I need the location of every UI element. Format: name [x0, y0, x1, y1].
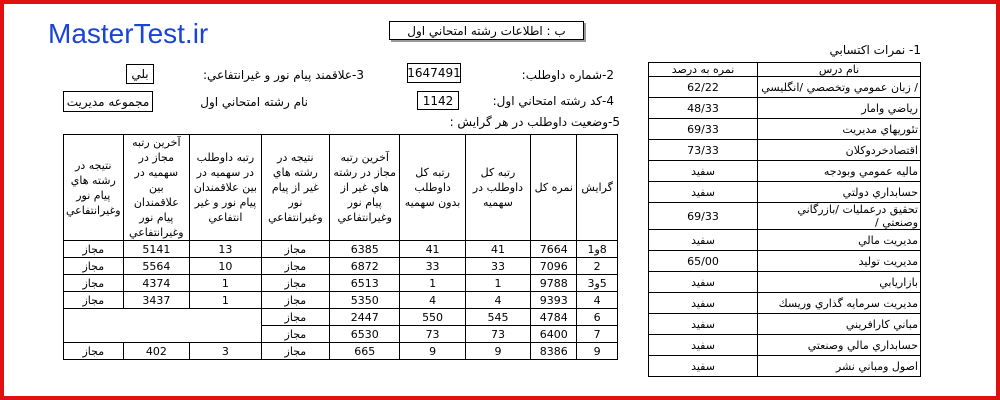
cell-rank-quota: 1 — [465, 275, 530, 292]
cell-rank-pnu: 3 — [190, 343, 262, 360]
cell-rank-pnu: 10 — [190, 258, 262, 275]
course-score: 65/00 — [649, 251, 758, 272]
cell-result-other: مجاز — [261, 343, 329, 360]
exam-name-label: نام رشته امتحاني اول — [200, 95, 308, 109]
grades-row — [649, 203, 921, 230]
grades-row — [649, 335, 921, 356]
cell-result-pnu: مجاز — [64, 343, 124, 360]
course-name: مديريت سرمايه گذاري وريسك — [758, 293, 921, 314]
course-score: سفيد — [649, 335, 758, 356]
cell-result-pnu: مجاز — [64, 292, 124, 309]
cell-rank-quota: 4 — [465, 292, 530, 309]
grades-header-row — [649, 63, 921, 77]
cell-last-rank-pnu: 5564 — [123, 258, 190, 275]
cell-rank-quota: 9 — [465, 343, 530, 360]
course-score: سفيد — [649, 356, 758, 377]
cell-rank-no-quota: 33 — [400, 258, 465, 275]
course-name: اقتصادخردوكلان — [758, 140, 921, 161]
cell-rank-no-quota: 4 — [400, 292, 465, 309]
grades-row — [649, 272, 921, 293]
course-score: 69/33 — [649, 203, 758, 230]
cell-track: 6 — [577, 309, 618, 326]
empty-merged-cell — [64, 309, 262, 343]
cell-total-score: 9788 — [531, 275, 577, 292]
cell-rank-no-quota: 73 — [400, 326, 465, 343]
cell-result-other: مجاز — [261, 292, 329, 309]
cell-result-other: مجاز — [261, 309, 329, 326]
grades-row — [649, 182, 921, 203]
status-header-rank-pnu: رتبه داوطلب در سهميه در بين علاقمندان پيام نور و غير انتفاعي — [190, 135, 262, 241]
cell-total-score: 4784 — [531, 309, 577, 326]
grades-row — [649, 119, 921, 140]
cell-total-score: 7664 — [531, 241, 577, 258]
status-header-row — [64, 135, 618, 241]
status-header-track: گرايش — [577, 135, 618, 241]
course-score: 62/22 — [649, 77, 758, 98]
cell-rank-quota: 33 — [465, 258, 530, 275]
cell-result-other: مجاز — [261, 241, 329, 258]
candidate-number-label: 2-شماره داوطلب: — [521, 68, 614, 82]
course-score: سفيد — [649, 272, 758, 293]
status-header-last-rank-other: آخرين رتبه مجاز در رشته هاي غير از پيام نور وغيرانتفاعي — [330, 135, 400, 241]
course-name: تئوريهاي مديريت — [758, 119, 921, 140]
exam-name-value: مجموعه مديريت — [63, 91, 153, 112]
course-score: 69/33 — [649, 119, 758, 140]
cell-result-pnu: مجاز — [64, 258, 124, 275]
cell-last-rank-pnu: 4374 — [123, 275, 190, 292]
cell-total-score: 8386 — [531, 343, 577, 360]
cell-track: 2 — [577, 258, 618, 275]
cell-result-other: مجاز — [261, 275, 329, 292]
course-name: مديريت توليد — [758, 251, 921, 272]
status-header-result-other: نتيجه در رشته هاي غير از پيام نور وغيرانتفاعي — [261, 135, 329, 241]
exam-code-label: 4-كد رشته امتحاني اول: — [492, 94, 614, 108]
cell-total-score: 7096 — [531, 258, 577, 275]
cell-rank-quota: 41 — [465, 241, 530, 258]
grades-row — [649, 161, 921, 182]
cell-track: 8و1 — [577, 241, 618, 258]
course-name: رياضي وامار — [758, 98, 921, 119]
status-header-result-pnu: نتيجه در رشته هاي پيام نور وغيرانتفاعي — [64, 135, 124, 241]
grades-row — [649, 293, 921, 314]
status-header-total-score: نمره كل — [531, 135, 577, 241]
section5-title: 5-وضعيت داوطلب در هر گرايش : — [449, 115, 620, 129]
status-row — [64, 343, 618, 360]
grades-row — [649, 140, 921, 161]
interest-label: 3-علاقمند پيام نور و غيرانتفاعي: — [202, 68, 364, 82]
grades-header-score: نمره به درصد — [649, 63, 758, 77]
section1-title: 1- نمرات اكتسابي — [829, 43, 921, 57]
grades-row — [649, 230, 921, 251]
site-brand: MasterTest.ir — [48, 18, 209, 49]
cell-rank-pnu: 1 — [190, 275, 262, 292]
cell-last-rank-other: 6872 — [330, 258, 400, 275]
grades-row — [649, 314, 921, 335]
cell-rank-quota: 545 — [465, 309, 530, 326]
cell-last-rank-other: 2447 — [330, 309, 400, 326]
course-name: مديريت مالي — [758, 230, 921, 251]
course-name: ماليه عمومي وبودجه — [758, 161, 921, 182]
grades-header-course: نام درس — [758, 63, 921, 77]
course-name: تحقيق درعمليات /بازرگاني وصنعتي / — [758, 203, 921, 230]
grades-row — [649, 98, 921, 119]
interest-value: بلي — [126, 64, 154, 84]
cell-last-rank-other: 6385 — [330, 241, 400, 258]
cell-result-pnu: مجاز — [64, 241, 124, 258]
cell-rank-pnu: 13 — [190, 241, 262, 258]
cell-rank-no-quota: 1 — [400, 275, 465, 292]
grades-row — [649, 251, 921, 272]
course-name: اصول ومباني نشر — [758, 356, 921, 377]
status-row — [64, 275, 618, 292]
cell-track: 4 — [577, 292, 618, 309]
candidate-number-value: 1647491 — [407, 63, 461, 83]
cell-last-rank-other: 6513 — [330, 275, 400, 292]
cell-rank-quota: 73 — [465, 326, 530, 343]
course-name: / زبان عمومي وتخصصي /انگليسي — [758, 77, 921, 98]
grades-row — [649, 77, 921, 98]
course-score: سفيد — [649, 230, 758, 251]
grades-table — [648, 62, 921, 377]
cell-last-rank-other: 5350 — [330, 292, 400, 309]
cell-last-rank-other: 665 — [330, 343, 400, 360]
course-score: 48/33 — [649, 98, 758, 119]
course-score: سفيد — [649, 293, 758, 314]
status-row — [64, 292, 618, 309]
cell-result-pnu: مجاز — [64, 275, 124, 292]
cell-result-other: مجاز — [261, 326, 329, 343]
course-score: سفيد — [649, 314, 758, 335]
page-title: ب : اطلاعات رشته امتحاني اول — [389, 21, 584, 40]
cell-track: 9 — [577, 343, 618, 360]
course-name: حسابداري مالي وصنعتي — [758, 335, 921, 356]
course-score: سفيد — [649, 182, 758, 203]
cell-rank-no-quota: 41 — [400, 241, 465, 258]
cell-rank-pnu: 1 — [190, 292, 262, 309]
cell-result-other: مجاز — [261, 258, 329, 275]
course-score: 73/33 — [649, 140, 758, 161]
cell-last-rank-pnu: 402 — [123, 343, 190, 360]
cell-total-score: 9393 — [531, 292, 577, 309]
course-name: مباني كارافريني — [758, 314, 921, 335]
status-header-last-rank-pnu: آخرين رتبه مجاز در سهميه در بين علاقمندان پيام نور وغيرانتفاعي — [123, 135, 190, 241]
cell-track: 7 — [577, 326, 618, 343]
status-row — [64, 241, 618, 258]
course-name: بازاريابي — [758, 272, 921, 293]
cell-rank-no-quota: 550 — [400, 309, 465, 326]
cell-last-rank-pnu: 3437 — [123, 292, 190, 309]
status-row — [64, 309, 618, 326]
cell-rank-no-quota: 9 — [400, 343, 465, 360]
grades-row — [649, 356, 921, 377]
cell-track: 5و3 — [577, 275, 618, 292]
course-score: سفيد — [649, 161, 758, 182]
exam-code-value: 1142 — [417, 91, 459, 110]
status-header-rank-quota: رتبه كل داوطلب در سهميه — [465, 135, 530, 241]
status-row — [64, 258, 618, 275]
status-header-rank-no-quota: رتبه كل داوطلب بدون سهميه — [400, 135, 465, 241]
course-name: حسابداري دولتي — [758, 182, 921, 203]
cell-total-score: 6400 — [531, 326, 577, 343]
cell-last-rank-pnu: 5141 — [123, 241, 190, 258]
status-table — [63, 134, 618, 360]
cell-last-rank-other: 6530 — [330, 326, 400, 343]
